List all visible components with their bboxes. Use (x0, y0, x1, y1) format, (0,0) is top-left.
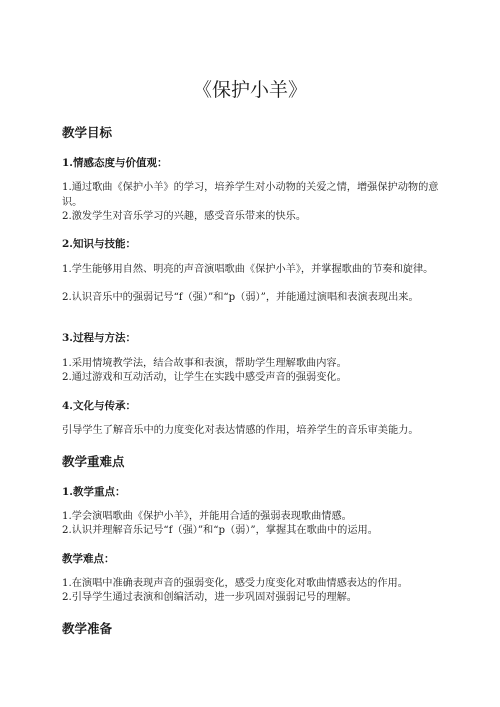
section-heading-preparation: 教学准备 (62, 621, 113, 636)
section-heading-objectives: 教学目标 (62, 125, 113, 140)
paragraph-difficulty-2: 2.引导学生通过表演和创编活动，进一步巩固对强弱记号的理解。 (62, 592, 357, 603)
paragraph-culture-1: 引导学生了解音乐中的力度变化对表达情感的作用，培养学生的音乐审美能力。 (62, 425, 419, 436)
paragraph-focus-1: 1.学会演唱歌曲《保护小羊》，并能用合适的强弱表现歌曲情感。 (62, 511, 352, 522)
paragraph-difficulty-1: 1.在演唱中准确表现声音的强弱变化，感受力度变化对歌曲情感表达的作用。 (62, 578, 408, 589)
subheading-knowledge: 2.知识与技能： (62, 238, 136, 250)
paragraph-process-2: 2.通过游戏和互动活动，让学生在实践中感受声音的强弱变化。 (62, 372, 347, 383)
paragraph-focus-2: 2.认识并理解音乐记号“f（强）”和“p（弱）”，掌握其在歌曲中的运用。 (62, 525, 378, 536)
paragraph-attitude-1: 1.通过歌曲《保护小羊》的学习，培养学生对小动物的关爱之情，增强保护动物的意识。 (62, 182, 439, 208)
paragraph-knowledge-2: 2.认识音乐中的强弱记号“f（强）”和“p（弱）”，并能通过演唱和表演表现出来。 (62, 292, 419, 303)
paragraph-knowledge-1: 1.学生能够用自然、明亮的声音演唱歌曲《保护小羊》，并掌握歌曲的节奏和旋律。 (62, 264, 434, 275)
subheading-process: 3.过程与方法： (62, 332, 136, 344)
document-title: 《保护小羊》 (192, 79, 307, 101)
section-heading-key-points: 教学重难点 (62, 454, 125, 469)
subheading-culture: 4.文化与传承： (62, 400, 136, 412)
paragraph-attitude-2: 2.激发学生对音乐学习的兴趣，感受音乐带来的快乐。 (62, 211, 307, 222)
subheading-attitude: 1.情感态度与价值观： (62, 157, 168, 169)
paragraph-process-1: 1.采用情境教学法，结合故事和表演，帮助学生理解歌曲内容。 (62, 358, 347, 369)
subheading-focus: 1.教学重点： (62, 486, 126, 498)
subheading-difficulty: 教学难点： (62, 553, 115, 565)
